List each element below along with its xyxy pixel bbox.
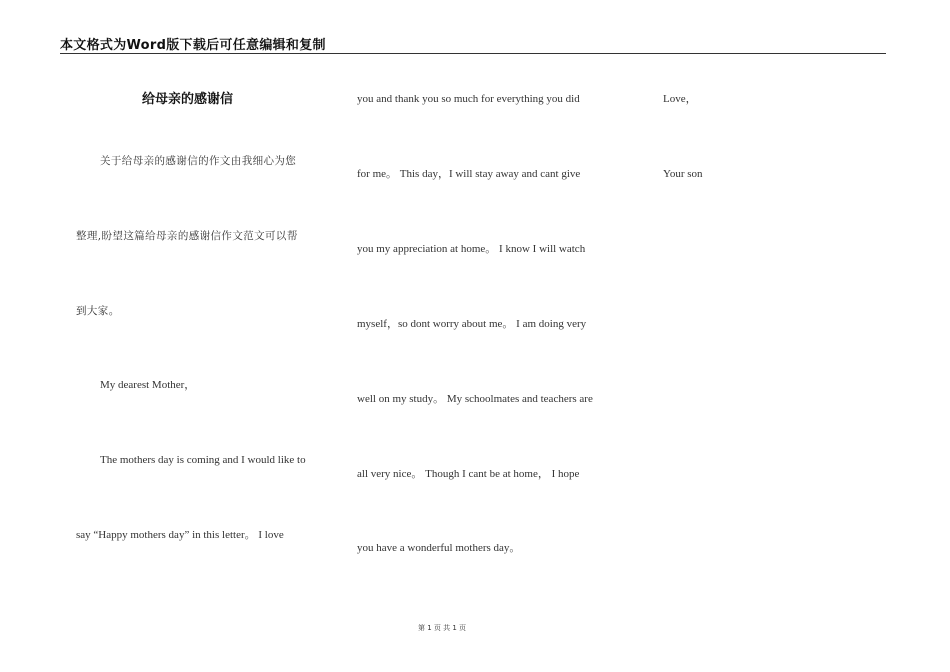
page-number-footer: 第 1 页 共 1 页 (417, 624, 467, 632)
paragraph-line: say “Happy mothers day” in this letter。 I love (76, 529, 284, 541)
paragraph-line: well on my study。 My schoolmates and teachers are (357, 393, 593, 405)
paragraph-line: myself，so dont worry about me。 I am doing very (357, 318, 587, 330)
paragraph-line: The mothers day is coming and I would like to (100, 454, 306, 466)
paragraph-line: you have a wonderful mothers day。 (357, 542, 521, 554)
letter-title: 给母亲的感谢信 (142, 92, 234, 107)
paragraph-line: 到大家。 (76, 305, 120, 317)
salutation: My dearest Mother， (100, 379, 196, 391)
paragraph-line: you and thank you so much for everything you did (357, 93, 580, 105)
signature-line: Your son (663, 168, 703, 180)
paragraph-line: you my appreciation at home。 I know I will watch (357, 243, 586, 255)
paragraph-line: all very nice。 Though I cant be at home， I hope (357, 468, 580, 480)
paragraph-line: 关于给母亲的感谢信的作文由我细心为您 (100, 155, 297, 167)
paragraph-line: 整理,盼望这篇给母亲的感谢信作文范文可以帮 (76, 230, 298, 242)
header-divider (60, 53, 886, 54)
document-header: 本文格式为Word版下载后可任意编辑和复制 (60, 38, 326, 53)
paragraph-line: for me。 This day，I will stay away and cant give (357, 168, 581, 180)
closing-line: Love， (663, 93, 697, 105)
